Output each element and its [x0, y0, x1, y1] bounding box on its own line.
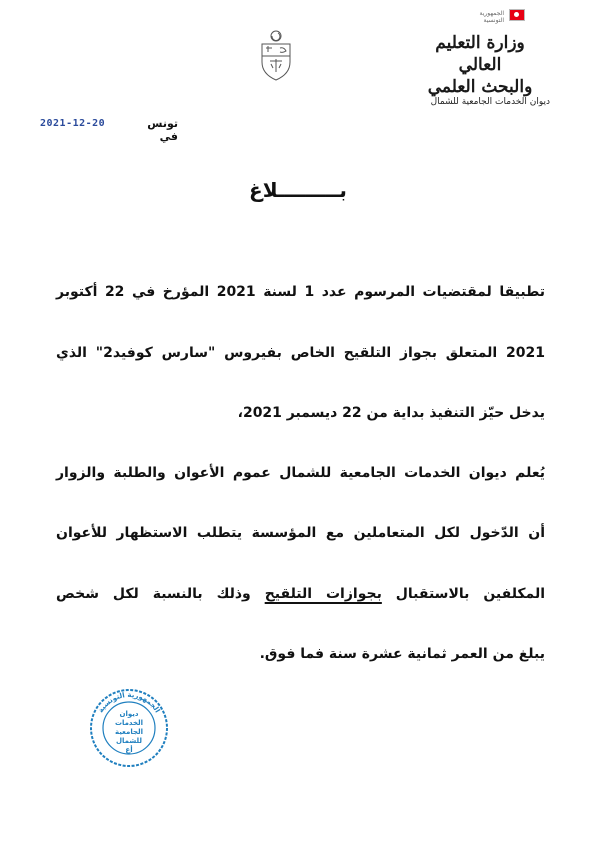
body-line-5: أن الدّخول لكل المتعاملين مع المؤسسة يتطلب الاستظهار للأعوان — [56, 525, 545, 541]
tunisia-flag-icon — [509, 9, 525, 21]
coat-of-arms-icon — [256, 28, 296, 84]
ministry-line-2: والبحث العلمي — [427, 77, 533, 97]
vaccination-pass-underlined: بجوازات التلقيح — [264, 586, 382, 602]
body-line-7: يبلغ من العمر ثمانية عشرة سنة فما فوق. — [259, 646, 545, 662]
place-label: تونس في — [147, 117, 178, 143]
date-stamp: 2021-12-20 — [40, 118, 106, 129]
ministry-line-1: وزارة التعليم العالي — [435, 33, 525, 75]
body-line-6-end: وذلك بالنسبة لكل شخص — [56, 586, 265, 602]
seal-line-1: ديوان الخدمات — [114, 710, 144, 727]
seal-line-2: الجامعية للشمال — [114, 728, 144, 745]
body-line-2: 2021 المتعلق بجواز التلقيح الخاص بفيروس "سارس كوفيد2" الذي — [56, 345, 545, 361]
seal-line-3: أع — [125, 746, 133, 754]
ministry-name — [420, 32, 540, 98]
body-line-3: يدخل حيّز التنفيذ بداية من 22 ديسمبر 2021، — [237, 405, 545, 421]
body-line-4: يُعلم ديوان الخدمات الجامعية للشمال عموم الأعوان والطلبة والزوار — [56, 465, 545, 481]
body-line-6 — [56, 584, 545, 604]
republic-label: الجمهورية التونسية — [479, 10, 504, 24]
seal-ring-text: الجمهورية التونسية — [96, 690, 162, 715]
body-line-1: تطبيقا لمقتضيات المرسوم عدد 1 لسنة 2021 المؤرخ في 22 أكتوبر — [56, 284, 546, 300]
body-line-6-start: المكلفين بالاستقبال — [381, 586, 546, 602]
seal-inner-text — [106, 710, 152, 755]
announcement-title: بـــــــــلاغ — [249, 178, 347, 202]
office-name: ديوان الخدمات الجامعية للشمال — [430, 97, 550, 107]
